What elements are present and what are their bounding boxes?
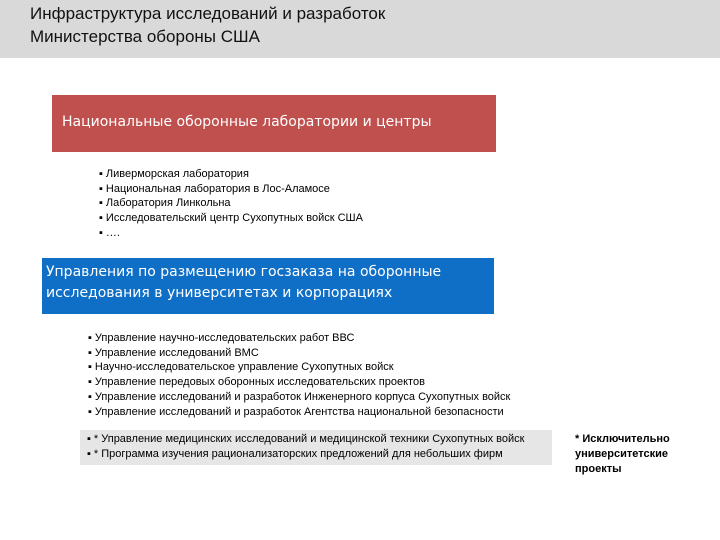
list-item: ▪ Лаборатория Линкольна: [99, 196, 363, 211]
list-item: ▪ Исследовательский центр Сухопутных войск США: [99, 211, 363, 226]
procurement-section-banner: [42, 258, 494, 314]
list-item: ▪ Научно-исследовательское управление Сухопутных войск: [88, 360, 510, 375]
procurement-heading-line-1: Управления по размещению госзаказа на оборонные: [46, 264, 442, 280]
list-item: ▪ ….: [99, 226, 363, 241]
title-bar: [0, 0, 720, 58]
list-item: ▪ * Программа изучения рационализаторских предложений для небольших фирм: [87, 447, 552, 462]
list-item: ▪ Национальная лаборатория в Лос-Аламосе: [99, 182, 363, 197]
footnote-line: университетские: [575, 448, 668, 460]
university-projects-list: [80, 430, 552, 465]
procurement-list: [88, 331, 510, 419]
labs-section-banner: [52, 95, 496, 152]
footnote-line: проекты: [575, 463, 622, 475]
footnote-line: * Исключительно: [575, 433, 670, 445]
list-item: ▪ * Управление медицинских исследований и медицинской техники Сухопутных войск: [87, 432, 552, 447]
university-footnote: [575, 432, 670, 477]
procurement-heading-line-2: исследования в университетах и корпорациях: [46, 285, 393, 301]
list-item: ▪ Управление исследований ВМС: [88, 346, 510, 361]
page-title-line-2: Министерства обороны США: [30, 27, 260, 46]
list-item: ▪ Управление передовых оборонных исследовательских проектов: [88, 375, 510, 390]
list-item: ▪ Управление исследований и разработок Агентства национальной безопасности: [88, 405, 510, 420]
labs-list: [99, 167, 363, 241]
list-item: ▪ Ливерморская лаборатория: [99, 167, 363, 182]
labs-section-heading: Национальные оборонные лаборатории и центры: [62, 114, 432, 130]
list-item: ▪ Управление научно-исследовательских работ ВВС: [88, 331, 510, 346]
page-title-line-1: Инфраструктура исследований и разработок: [30, 4, 386, 23]
list-item: ▪ Управление исследований и разработок Инженерного корпуса Сухопутных войск: [88, 390, 510, 405]
